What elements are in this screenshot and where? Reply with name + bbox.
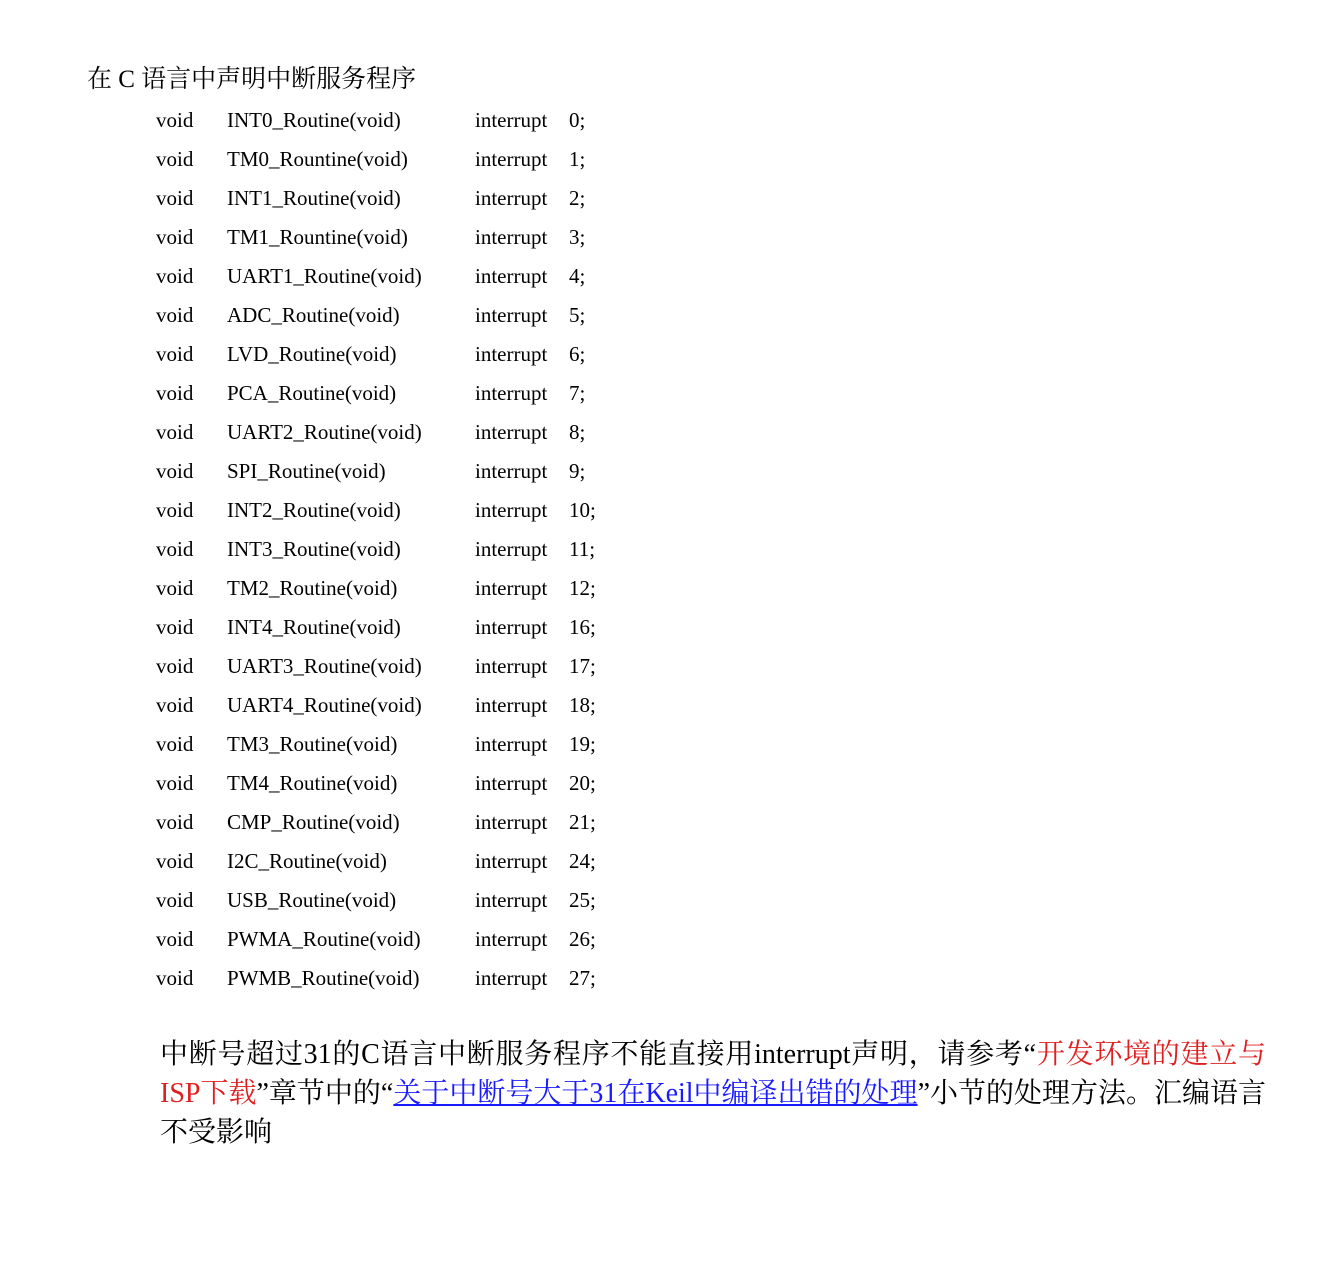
declaration-type: void — [156, 888, 194, 912]
declaration-row — [0, 920, 700, 959]
interrupt-keyword: interrupt — [475, 420, 548, 444]
interrupt-number: 3; — [569, 225, 586, 249]
interrupt-keyword: interrupt — [475, 771, 548, 795]
interrupt-keyword: interrupt — [475, 498, 548, 522]
interrupt-keyword: interrupt — [475, 537, 548, 561]
interrupt-keyword: interrupt — [475, 576, 548, 600]
declaration-row — [0, 413, 700, 452]
declaration-type: void — [156, 147, 194, 171]
interrupt-number: 18; — [569, 693, 596, 717]
declaration-type: void — [156, 576, 194, 600]
section-link[interactable]: 关于中断号大于31在Keil中编译出错的处理 — [393, 1078, 918, 1109]
declaration-row — [0, 842, 700, 881]
routine-name: INT4_Routine(void) — [227, 615, 401, 639]
interrupt-keyword: interrupt — [475, 303, 548, 327]
interrupt-keyword: interrupt — [475, 342, 548, 366]
interrupt-keyword: interrupt — [475, 732, 548, 756]
interrupt-keyword: interrupt — [475, 459, 548, 483]
interrupt-number: 4; — [569, 264, 586, 288]
declaration-type: void — [156, 342, 194, 366]
routine-name: UART2_Routine(void) — [227, 420, 422, 444]
interrupt-number: 11; — [569, 537, 596, 561]
routine-name: LVD_Routine(void) — [227, 342, 397, 366]
interrupt-number: 1; — [569, 147, 586, 171]
declaration-row — [0, 452, 700, 491]
declaration-row — [0, 140, 700, 179]
declaration-row — [0, 296, 700, 335]
interrupt-number: 21; — [569, 810, 596, 834]
routine-name: INT3_Routine(void) — [227, 537, 401, 561]
declaration-type: void — [156, 459, 194, 483]
declaration-row — [0, 374, 700, 413]
declaration-type: void — [156, 264, 194, 288]
declaration-type: void — [156, 849, 194, 873]
declaration-type: void — [156, 654, 194, 678]
interrupt-keyword: interrupt — [475, 108, 548, 132]
routine-name: PWMA_Routine(void) — [227, 927, 421, 951]
interrupt-number: 10; — [569, 498, 596, 522]
interrupt-number: 25; — [569, 888, 596, 912]
declaration-type: void — [156, 732, 194, 756]
interrupt-number: 17; — [569, 654, 596, 678]
interrupt-number: 6; — [569, 342, 586, 366]
declaration-row — [0, 530, 700, 569]
interrupt-keyword: interrupt — [475, 225, 548, 249]
interrupt-number: 5; — [569, 303, 586, 327]
declaration-row — [0, 101, 700, 140]
routine-name: CMP_Routine(void) — [227, 810, 400, 834]
chapter-reference: 开发环境的建立与ISP下载 — [160, 1039, 1266, 1109]
routine-name: INT0_Routine(void) — [227, 108, 401, 132]
interrupt-keyword: interrupt — [475, 693, 548, 717]
interrupt-keyword: interrupt — [475, 186, 548, 210]
declaration-type: void — [156, 927, 194, 951]
interrupt-number: 9; — [569, 459, 586, 483]
routine-name: USB_Routine(void) — [227, 888, 397, 912]
routine-name: INT2_Routine(void) — [227, 498, 401, 522]
note-text-3: ”小节的处理方法。汇编语言不受影响 — [160, 1078, 1266, 1148]
interrupt-keyword: interrupt — [475, 810, 548, 834]
interrupt-number: 20; — [569, 771, 596, 795]
note-text-2: ”章节中的“ — [256, 1078, 394, 1109]
declaration-row — [0, 608, 700, 647]
interrupt-keyword: interrupt — [475, 927, 548, 951]
declaration-row — [0, 959, 700, 998]
routine-name: UART3_Routine(void) — [227, 654, 422, 678]
interrupt-number: 12; — [569, 576, 596, 600]
declaration-row — [0, 881, 700, 920]
interrupt-number: 16; — [569, 615, 596, 639]
interrupt-keyword: interrupt — [475, 381, 548, 405]
declaration-type: void — [156, 810, 194, 834]
declaration-type: void — [156, 186, 194, 210]
interrupt-number: 7; — [569, 381, 586, 405]
declaration-row — [0, 569, 700, 608]
routine-name: TM3_Routine(void) — [227, 732, 398, 756]
routine-name: PCA_Routine(void) — [227, 381, 397, 405]
declaration-row — [0, 335, 700, 374]
note-text-1: 中断号超过31的C语言中断服务程序不能直接用interrupt声明，请参考“ — [160, 1039, 1037, 1070]
declaration-type: void — [156, 693, 194, 717]
declaration-type: void — [156, 615, 194, 639]
declaration-type: void — [156, 303, 194, 327]
declaration-row — [0, 803, 700, 842]
declaration-type: void — [156, 108, 194, 132]
routine-name: TM2_Routine(void) — [227, 576, 398, 600]
interrupt-keyword: interrupt — [475, 615, 548, 639]
declaration-row — [0, 218, 700, 257]
routine-name: PWMB_Routine(void) — [227, 966, 420, 990]
routine-name: TM1_Rountine(void) — [227, 225, 408, 249]
interrupt-keyword: interrupt — [475, 147, 548, 171]
declaration-type: void — [156, 771, 194, 795]
note-paragraph — [160, 1035, 1266, 1152]
interrupt-number: 8; — [569, 420, 586, 444]
declaration-type: void — [156, 966, 194, 990]
interrupt-number: 0; — [569, 108, 586, 132]
routine-name: INT1_Routine(void) — [227, 186, 401, 210]
interrupt-number: 24; — [569, 849, 596, 873]
declaration-type: void — [156, 420, 194, 444]
routine-name: UART4_Routine(void) — [227, 693, 422, 717]
section-heading: 在 C 语言中声明中断服务程序 — [87, 66, 417, 93]
declaration-row — [0, 725, 700, 764]
declaration-row — [0, 257, 700, 296]
declaration-type: void — [156, 537, 194, 561]
routine-name: TM4_Routine(void) — [227, 771, 398, 795]
interrupt-declaration-list — [0, 101, 700, 998]
routine-name: UART1_Routine(void) — [227, 264, 422, 288]
routine-name: I2C_Routine(void) — [227, 849, 387, 873]
interrupt-number: 2; — [569, 186, 586, 210]
interrupt-keyword: interrupt — [475, 849, 548, 873]
declaration-row — [0, 491, 700, 530]
interrupt-keyword: interrupt — [475, 966, 548, 990]
interrupt-keyword: interrupt — [475, 264, 548, 288]
declaration-type: void — [156, 498, 194, 522]
interrupt-keyword: interrupt — [475, 888, 548, 912]
interrupt-number: 27; — [569, 966, 596, 990]
declaration-type: void — [156, 381, 194, 405]
declaration-type: void — [156, 225, 194, 249]
routine-name: ADC_Routine(void) — [227, 303, 400, 327]
routine-name: TM0_Rountine(void) — [227, 147, 408, 171]
declaration-row — [0, 686, 700, 725]
interrupt-number: 19; — [569, 732, 596, 756]
interrupt-keyword: interrupt — [475, 654, 548, 678]
declaration-row — [0, 179, 700, 218]
declaration-row — [0, 764, 700, 803]
routine-name: SPI_Routine(void) — [227, 459, 386, 483]
interrupt-number: 26; — [569, 927, 596, 951]
declaration-row — [0, 647, 700, 686]
